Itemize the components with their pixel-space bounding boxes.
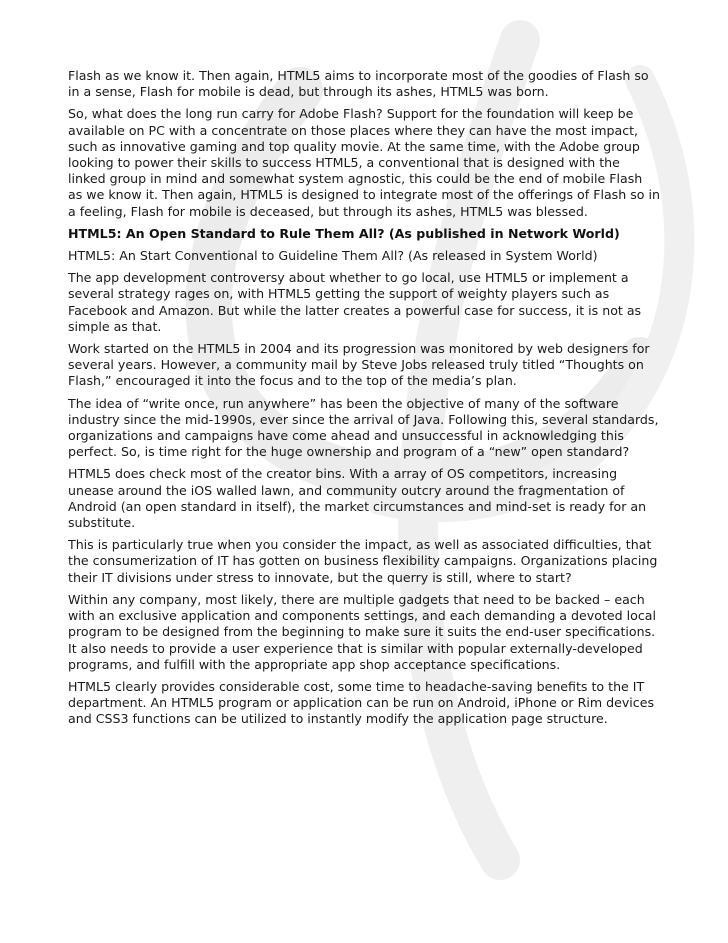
paragraph: The app development controversy about whether to go local, use HTML5 or implement a several strategy rages on, with HTML5 getting the support of weighty players such as Facebook and Amazon. But while the latter creates a powerful case for success, it is not as simple as that. bbox=[68, 270, 642, 334]
section-subheading: HTML5: An Start Conventional to Guideline Them All? (As released in System World) bbox=[68, 248, 598, 264]
document-body bbox=[68, 68, 660, 734]
paragraph: Flash as we know it. Then again, HTML5 aims to incorporate most of the goodies of Flash so in a sense, Flash for mobile is dead, but through its ashes, HTML5 was born. bbox=[68, 68, 649, 100]
section-heading: HTML5: An Open Standard to Rule Them All? (As published in Network World) bbox=[68, 225, 620, 241]
paragraph: HTML5 clearly provides considerable cost, some time to headache-saving benefits to the IT department. An HTML5 program or application can be run on Android, iPhone or Rim devices and CSS3 functions can be utilized to instantly modify the application page structure. bbox=[68, 678, 655, 727]
paragraph: HTML5 does check most of the creator bins. With a array of OS competitors, increasing unease around the iOS walled lawn, and community outcry around the fragmentation of Android (an open standard in itself), the market circumstances and mind-set is ready for an substitute. bbox=[68, 466, 647, 531]
paragraph: This is particularly true when you consider the impact, as well as associated difficulties, that the consumerization of IT has gotten on business flexibility campaigns. Organizations placing their IT divisions under stress to innovate, but the querry is still, where to start? bbox=[68, 537, 658, 585]
paragraph: Within any company, most likely, there are multiple gadgets that need to be backed – each with an exclusive application and components settings, and each demanding a devoted local program to be designed from the beginning to make sure it suits the end-user specifications. It also needs to provide a user experience that is similar with popular externally-developed programs, and fulfill with the appropriate app shop acceptance specifications. bbox=[68, 591, 656, 672]
paragraph: The idea of “write once, run anywhere” has been the objective of many of the software industry since the mid-1990s, ever since the arrival of Java. Following this, several standards, organizations and campaigns have come ahead and unsuccessful in acknowledging this perfect. So, is time right for the huge ownership and program of a “new” open standard? bbox=[68, 395, 659, 460]
paragraph: Work started on the HTML5 in 2004 and its progression was monitored by web designers for several years. However, a community mail by Steve Jobs released truly titled “Thoughts on Flash,” encouraged it into the focus and to the top of the media’s plan. bbox=[68, 341, 650, 389]
paragraph: So, what does the long run carry for Adobe Flash? Support for the foundation will keep be available on PC with a concentrate on those places where they can have the most impact, such as innovative gaming and top quality movie. At the same time, with the Adobe group looking to power their skills to success HTML5, a conventional that is designed with the linked group in mind and somewhat system agnostic, this could be the end of mobile Flash as we know it. Then again, HTML5 is designed to integrate most of the offerings of Flash so in a feeling, Flash for mobile is deceased, but through its ashes, HTML5 was blessed. bbox=[68, 106, 660, 219]
